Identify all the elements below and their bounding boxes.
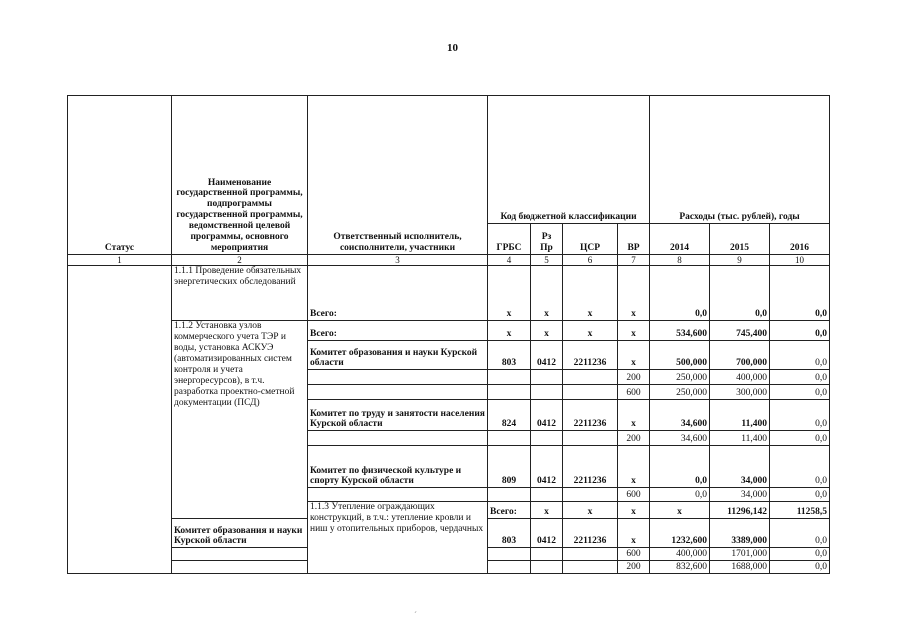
table-row: 1.1.3 Утепление ограждающих конструкций, в т.ч.: утепление кровли и ниш у отопительных приборов, чердачных Всего: х х х х 11296,142 11258,5: [68, 502, 830, 519]
measure-1-1-3-name: 1.1.3 Утепление ограждающих конструкций, в т.ч.: утепление кровли и ниш у отопительных приборов, чердачных: [308, 502, 488, 574]
table-row: 200 832,600 1688,000 0,0: [68, 561, 830, 574]
header-vr: ВР: [618, 224, 650, 255]
scan-mark: ˊ: [414, 610, 417, 620]
table-row: 1.1.2 Установка узлов коммерческого учета ТЭР и воды, установка АСКУЭ (автоматизированных систем контроля и учета энергоресурсов), в т.ч. разработка проектно-сметной документации (ПСД) Всего: х х х х 534,600 745,400 0,0: [68, 321, 830, 341]
header-grbs: ГРБС: [488, 224, 531, 255]
header-csr: ЦСР: [563, 224, 618, 255]
table-row: 1.1.1 Проведение обязательных энергетических обследований Всего: х х х х 0,0 0,0 0,0: [68, 266, 830, 321]
header-program-name: Наименование государственной программы, подпрограммы государственной программы, ведомственной целевой программы, основного мероприятия: [172, 96, 308, 255]
table-row: Комитет по труду и занятости населения Курской области 824 0412 2211236 х 34,600 11,400 0,0: [68, 400, 830, 431]
header-executor: Ответственный исполнитель, соисполнители, участники: [308, 96, 488, 255]
header-year-2016: 2016: [770, 224, 830, 255]
header-status: Статус: [68, 96, 172, 255]
header-rzpr: Рз Пр: [531, 224, 563, 255]
header-year-2015: 2015: [710, 224, 770, 255]
table-row: 200 250,000 400,000 0,0: [68, 370, 830, 385]
measure-1-1-2-name: 1.1.2 Установка узлов коммерческого учета ТЭР и воды, установка АСКУЭ (автоматизированных систем контроля и учета энергоресурсов), в т.ч. разработка проектно-сметной документации (ПСД): [172, 321, 308, 519]
page-number: 10: [447, 42, 458, 54]
table-row: 600 250,000 300,000 0,0: [68, 385, 830, 400]
table-row: Комитет по физической культуре и спорту Курской области 809 0412 2211236 х 0,0 34,000 0,0: [68, 446, 830, 488]
table-row: 600 400,000 1701,000 0,0: [68, 548, 830, 561]
header-budget-code: Код бюджетной классификации: [488, 96, 650, 224]
table-row: 600 0,0 34,000 0,0: [68, 488, 830, 502]
status-cell: [68, 266, 172, 574]
header-expenses: Расходы (тыс. рублей), годы: [650, 96, 830, 224]
measure-1-1-1-name: 1.1.1 Проведение обязательных энергетических обследований: [172, 266, 308, 321]
budget-table: [67, 95, 830, 574]
header-year-2014: 2014: [650, 224, 710, 255]
table-row: Комитет образования и науки Курской области 803 0412 2211236 х 500,000 700,000 0,0: [68, 341, 830, 370]
column-number-row: 1 2 3 4 5 6 7 8 9 10: [68, 255, 830, 266]
table-row: Комитет образования и науки Курской области 803 0412 2211236 х 1232,600 3389,000 0,0: [68, 519, 830, 548]
table-row: 200 34,600 11,400 0,0: [68, 431, 830, 446]
